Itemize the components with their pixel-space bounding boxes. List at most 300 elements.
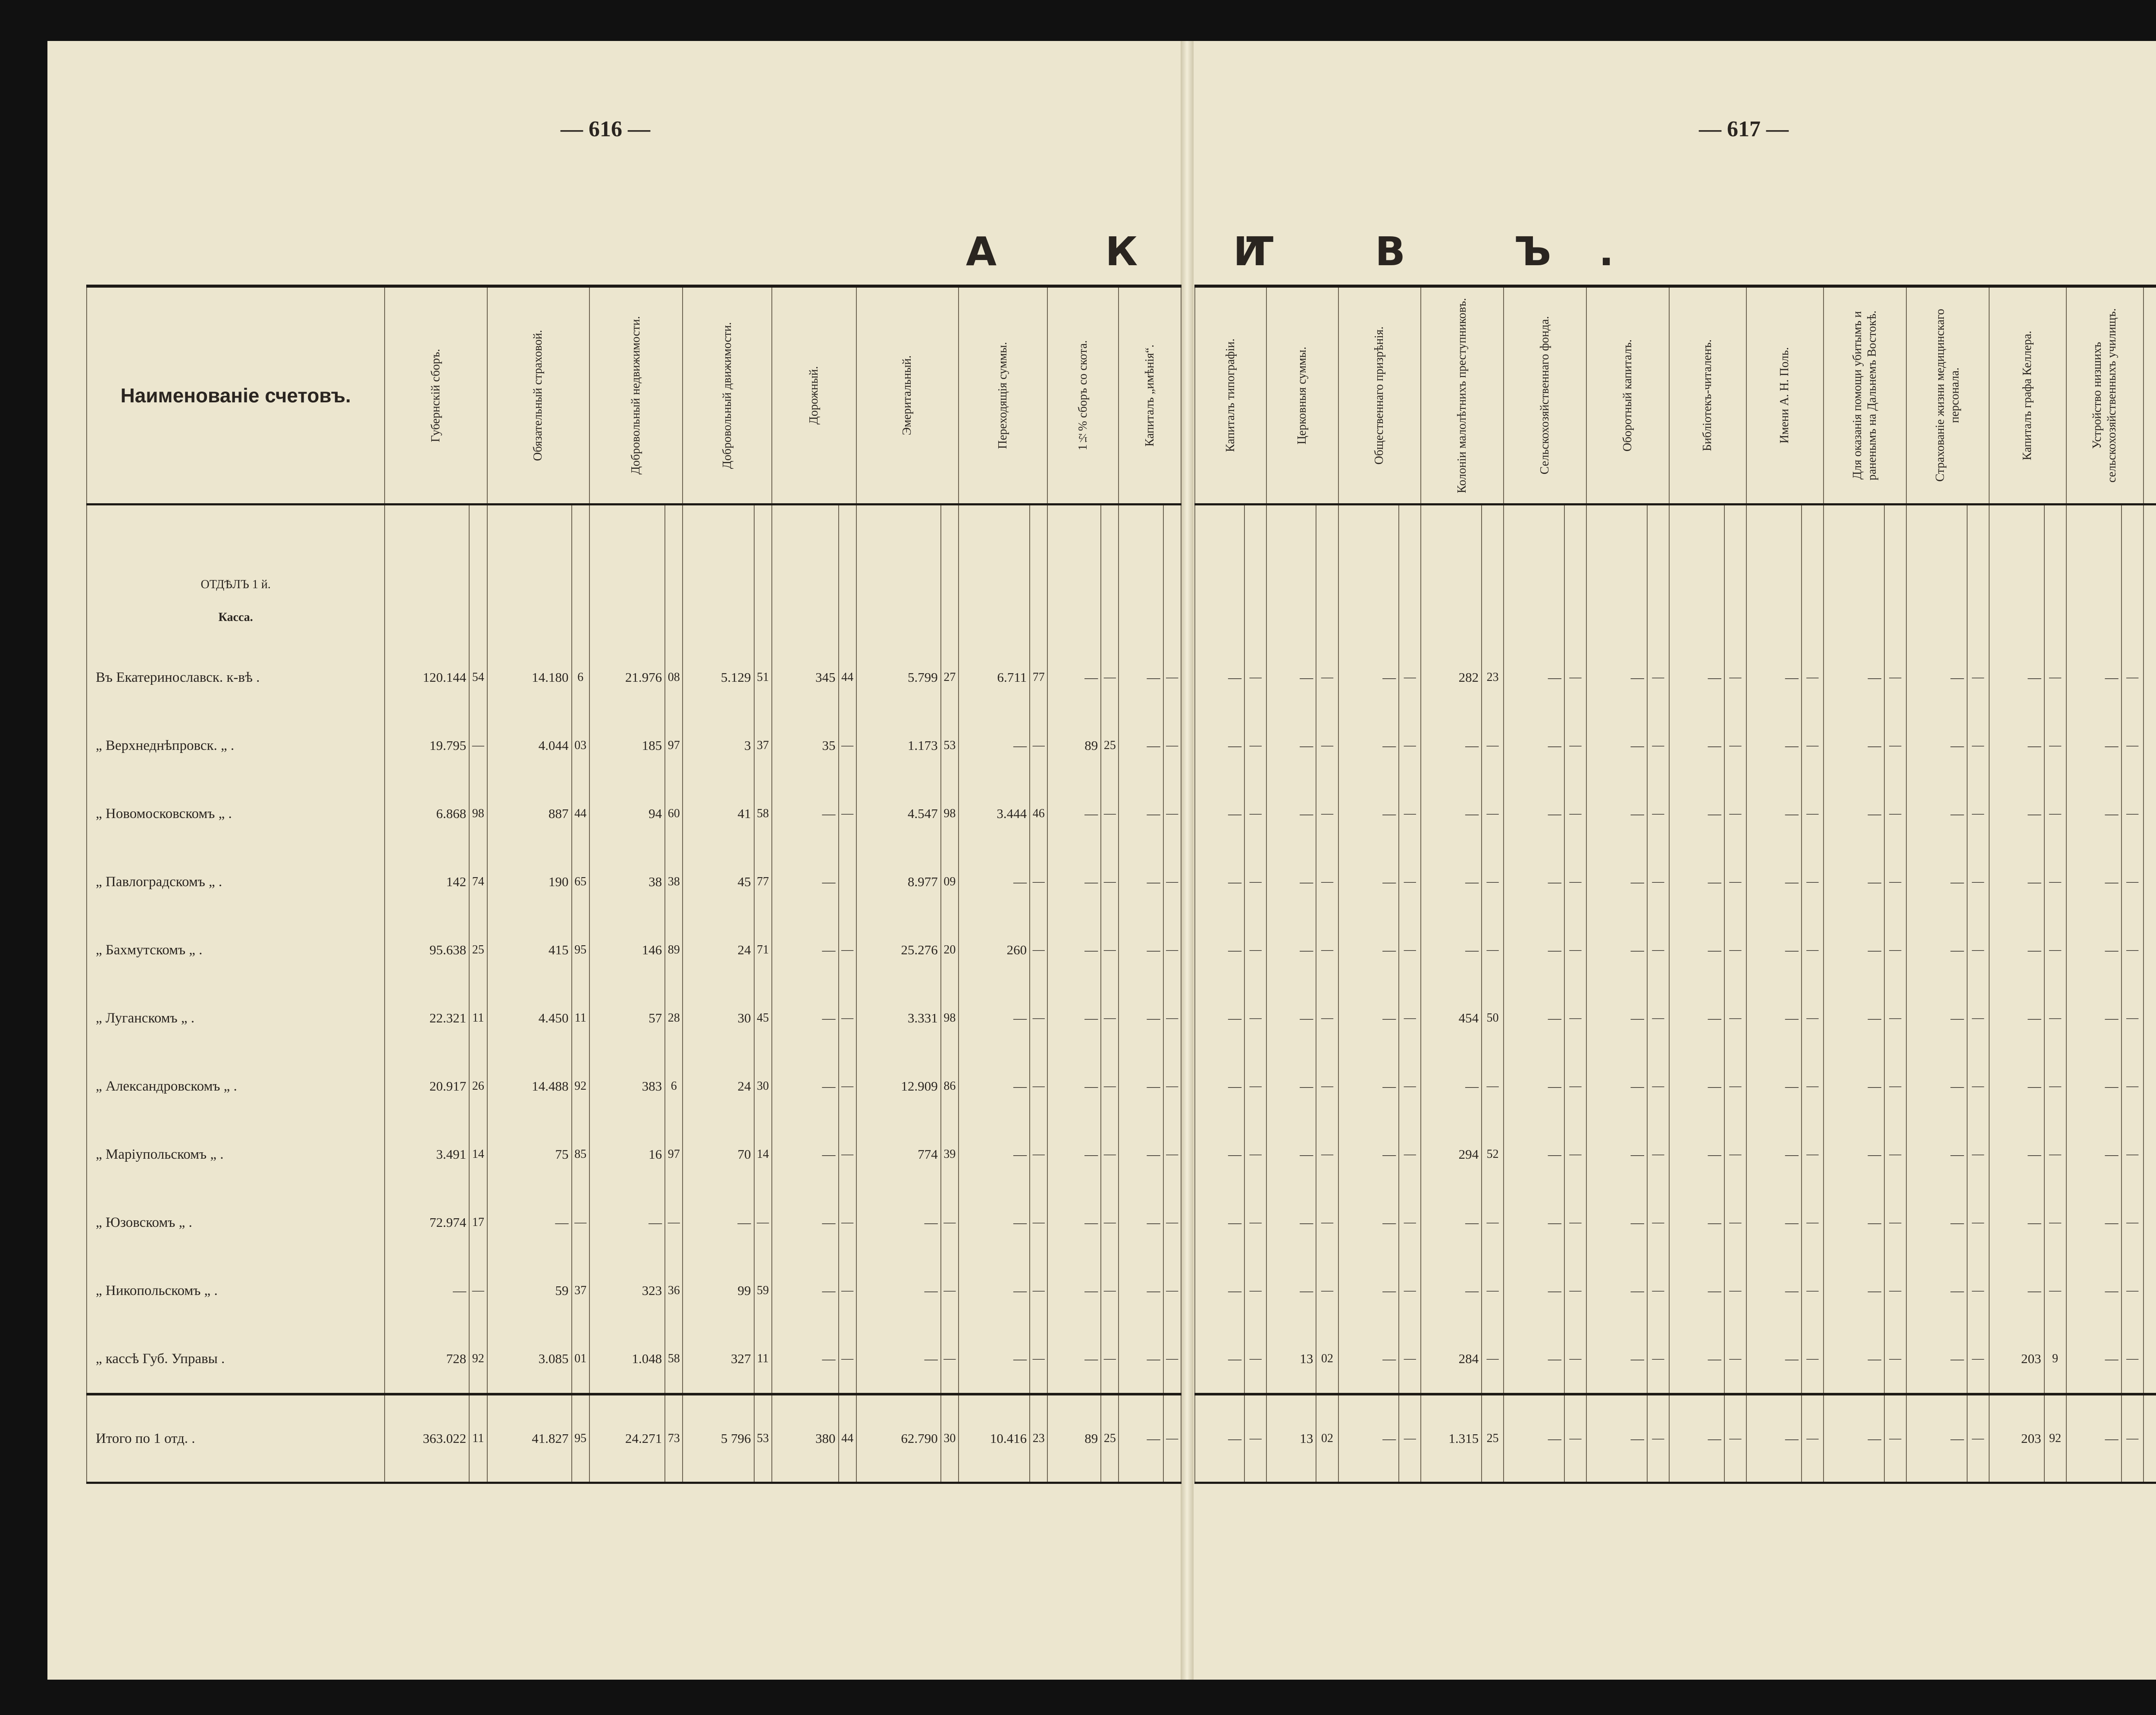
rubles-cell: — <box>2066 916 2122 984</box>
kopecks-cell: — <box>1564 848 1586 916</box>
rubles-cell: — <box>1504 1325 1564 1394</box>
empty-cell <box>2122 592 2143 643</box>
kopecks-cell: — <box>1101 1188 1119 1257</box>
rubles-cell: — <box>1586 1188 1647 1257</box>
rubles-cell: — <box>1119 643 1163 712</box>
rubles-cell: — <box>1195 712 1244 780</box>
kopecks-cell: — <box>1802 643 1824 712</box>
empty-cell <box>1163 505 1181 592</box>
column-header <box>683 286 771 505</box>
rubles-cell: 363.022 <box>385 1394 469 1483</box>
empty-cell <box>1802 592 1824 643</box>
column-header <box>1338 286 1421 505</box>
rubles-cell: 24 <box>683 916 754 984</box>
empty-cell <box>589 592 665 643</box>
empty-cell <box>856 592 941 643</box>
kopecks-cell: — <box>1399 780 1421 848</box>
rubles-cell: — <box>1586 1120 1647 1188</box>
rubles-cell: — <box>1119 1052 1163 1120</box>
rubles-cell: — <box>772 916 839 984</box>
kopecks-cell: 25 <box>1101 1394 1119 1483</box>
table-row <box>1195 1188 2156 1257</box>
kopecks-cell: 44 <box>839 643 856 712</box>
rubles-cell: — <box>1586 984 1647 1052</box>
kopecks-cell: 23 <box>1030 1394 1047 1483</box>
empty-cell <box>1244 505 1266 592</box>
kopecks-cell: — <box>2122 848 2143 916</box>
empty-cell <box>1266 505 1316 592</box>
rubles-cell: — <box>1504 916 1564 984</box>
rubles-cell: — <box>1824 1257 1884 1325</box>
kopecks-cell: — <box>1802 984 1824 1052</box>
rubles-cell: — <box>959 1188 1030 1257</box>
rubles-cell: — <box>1504 984 1564 1052</box>
column-header <box>2143 286 2156 505</box>
rubles-cell: — <box>1669 1188 1724 1257</box>
rubles-cell: — <box>2066 1325 2122 1394</box>
rubles-cell: — <box>856 1188 941 1257</box>
rubles-cell: — <box>1195 1052 1244 1120</box>
kopecks-cell: 6 <box>665 1052 683 1120</box>
empty-cell <box>1399 592 1421 643</box>
kopecks-cell: — <box>1399 1120 1421 1188</box>
kopecks-cell: — <box>1967 1188 1989 1257</box>
rubles-cell: — <box>1669 916 1724 984</box>
kopecks-cell: — <box>1244 1257 1266 1325</box>
kopecks-cell: — <box>1564 780 1586 848</box>
rubles-cell: — <box>1824 1325 1884 1394</box>
rubles-cell: 146 <box>589 916 665 984</box>
column-header <box>589 286 683 505</box>
kopecks-cell: 71 <box>754 916 772 984</box>
kopecks-cell: — <box>2122 643 2143 712</box>
kopecks-cell: — <box>469 1257 487 1325</box>
rubles-cell <box>2143 1325 2156 1394</box>
rubles-cell: — <box>385 1257 469 1325</box>
rubles-cell: — <box>1989 1188 2044 1257</box>
rubles-cell: — <box>1669 712 1724 780</box>
rubles-cell: — <box>1195 1325 1244 1394</box>
empty-cell <box>1724 505 1746 592</box>
empty-cell <box>572 592 589 643</box>
empty-cell <box>2044 592 2066 643</box>
column-header <box>1824 286 1906 505</box>
empty-cell <box>1119 592 1163 643</box>
rubles-cell: 5.129 <box>683 643 754 712</box>
column-header-label: Переходящія суммы. <box>996 342 1010 449</box>
column-header <box>1119 286 1181 505</box>
rubles-cell: — <box>1047 1188 1101 1257</box>
empty-cell <box>772 592 839 643</box>
kopecks-cell: — <box>1101 1120 1119 1188</box>
kopecks-cell: — <box>839 1188 856 1257</box>
rubles-cell: — <box>1119 712 1163 780</box>
kopecks-cell: 20 <box>941 916 959 984</box>
rubles-cell: — <box>683 1188 754 1257</box>
rubles-cell <box>2143 916 2156 984</box>
kopecks-cell: 95 <box>572 1394 589 1483</box>
empty-cell <box>1989 505 2044 592</box>
kopecks-cell: — <box>1884 1394 1906 1483</box>
rubles-cell: — <box>1421 1257 1482 1325</box>
rubles-cell: — <box>2066 1052 2122 1120</box>
rubles-cell: 25.276 <box>856 916 941 984</box>
kopecks-cell: — <box>1884 712 1906 780</box>
empty-cell <box>1746 505 1802 592</box>
account-name: „ Луганскомъ „ . <box>87 984 385 1052</box>
kopecks-cell: — <box>1482 916 1504 984</box>
kopecks-cell: 08 <box>665 643 683 712</box>
rubles-cell: — <box>959 848 1030 916</box>
kopecks-cell: — <box>1724 643 1746 712</box>
empty-cell <box>1504 592 1564 643</box>
empty-cell <box>1586 592 1647 643</box>
rubles-cell: 190 <box>487 848 572 916</box>
kopecks-cell: — <box>1399 712 1421 780</box>
kopecks-cell: — <box>1884 1257 1906 1325</box>
kopecks-cell: — <box>1316 643 1338 712</box>
column-header <box>1906 286 1989 505</box>
empty-cell <box>959 505 1030 592</box>
kopecks-cell: — <box>1802 712 1824 780</box>
rubles-cell: — <box>1824 1052 1884 1120</box>
kopecks-cell: — <box>1101 848 1119 916</box>
kopecks-cell: 26 <box>469 1052 487 1120</box>
rubles-cell: 94 <box>589 780 665 848</box>
kopecks-cell: — <box>2122 1257 2143 1325</box>
rubles-cell: — <box>1421 780 1482 848</box>
kopecks-cell: — <box>839 1052 856 1120</box>
kopecks-cell: — <box>1482 712 1504 780</box>
empty-cell <box>665 592 683 643</box>
kopecks-cell: — <box>2122 1052 2143 1120</box>
table-row <box>87 712 1181 780</box>
rubles-cell: — <box>1338 1257 1399 1325</box>
kopecks-cell: — <box>1482 1052 1504 1120</box>
kopecks-cell: — <box>1030 916 1047 984</box>
rubles-cell: — <box>1338 1325 1399 1394</box>
column-header-label: Добровольный движимости. <box>720 322 734 469</box>
empty-cell <box>2066 592 2122 643</box>
rubles-cell <box>2143 712 2156 780</box>
kopecks-cell: 02 <box>1316 1325 1338 1394</box>
rubles-cell: 203 <box>1989 1394 2044 1483</box>
rubles-cell: 327 <box>683 1325 754 1394</box>
rubles-cell: — <box>487 1188 572 1257</box>
column-header <box>1504 286 1586 505</box>
kopecks-cell: — <box>1030 1257 1047 1325</box>
column-header <box>1266 286 1338 505</box>
rubles-cell: — <box>959 984 1030 1052</box>
empty-cell <box>1266 592 1316 643</box>
kopecks-cell: 74 <box>469 848 487 916</box>
kopecks-cell: — <box>2122 1188 2143 1257</box>
rubles-cell: — <box>1504 643 1564 712</box>
rubles-cell: — <box>1421 1052 1482 1120</box>
rubles-cell: 22.321 <box>385 984 469 1052</box>
kopecks-cell: 28 <box>665 984 683 1052</box>
column-header-label: Сельскохозяйственнаго фонда. <box>1538 316 1552 475</box>
rubles-cell: 38 <box>589 848 665 916</box>
rubles-cell: — <box>1824 1120 1884 1188</box>
kopecks-cell: — <box>754 1188 772 1257</box>
empty-cell <box>2143 505 2156 592</box>
rubles-cell: — <box>1195 1394 1244 1483</box>
rubles-cell: — <box>1195 848 1244 916</box>
rubles-cell: — <box>772 780 839 848</box>
rubles-cell: — <box>1746 1120 1802 1188</box>
kopecks-cell: 14 <box>469 1120 487 1188</box>
rubles-cell: — <box>959 712 1030 780</box>
empty-cell <box>487 505 572 592</box>
rubles-cell: — <box>1504 1394 1564 1483</box>
rubles-cell: — <box>1338 643 1399 712</box>
empty-cell <box>1884 505 1906 592</box>
kopecks-cell: — <box>1030 1188 1047 1257</box>
rubles-cell: — <box>1338 712 1399 780</box>
column-header-label: Капиталъ графа Келлера. <box>2021 330 2034 461</box>
table-row <box>1195 712 2156 780</box>
kopecks-cell: — <box>1802 1120 1824 1188</box>
rubles-cell: 41 <box>683 780 754 848</box>
kopecks-cell: — <box>1163 1120 1181 1188</box>
kopecks-cell: — <box>665 1188 683 1257</box>
kopecks-cell: 73 <box>665 1394 683 1483</box>
kopecks-cell: 77 <box>754 848 772 916</box>
kopecks-cell: — <box>839 712 856 780</box>
rubles-cell: 142 <box>385 848 469 916</box>
kopecks-cell: — <box>1884 1120 1906 1188</box>
rubles-cell: — <box>1989 1120 2044 1188</box>
kopecks-cell: — <box>1564 712 1586 780</box>
rubles-cell: — <box>1746 848 1802 916</box>
column-header <box>2066 286 2143 505</box>
rubles-cell: — <box>1119 848 1163 916</box>
rubles-cell: 14.488 <box>487 1052 572 1120</box>
kopecks-cell: — <box>1724 984 1746 1052</box>
empty-cell <box>941 505 959 592</box>
rubles-cell: — <box>1266 916 1316 984</box>
rubles-cell: — <box>1989 848 2044 916</box>
kopecks-cell: 65 <box>572 848 589 916</box>
kopecks-cell: 25 <box>469 916 487 984</box>
rubles-cell: 14.180 <box>487 643 572 712</box>
kopecks-cell: — <box>1967 916 1989 984</box>
rubles-cell <box>2143 643 2156 712</box>
kopecks-cell: 52 <box>1482 1120 1504 1188</box>
kopecks-cell: — <box>1163 712 1181 780</box>
table-row <box>87 984 1181 1052</box>
rubles-cell: — <box>1906 848 1967 916</box>
kopecks-cell: — <box>1884 916 1906 984</box>
rubles-cell <box>2143 848 2156 916</box>
rubles-cell: — <box>1047 1257 1101 1325</box>
account-name: „ Никопольскомъ „ . <box>87 1257 385 1325</box>
kopecks-cell: — <box>2122 916 2143 984</box>
kopecks-cell: 97 <box>665 1120 683 1188</box>
kopecks-cell: — <box>1802 1257 1824 1325</box>
table-row <box>1195 1120 2156 1188</box>
rubles-cell: 323 <box>589 1257 665 1325</box>
rubles-cell: — <box>1338 780 1399 848</box>
kopecks-cell: — <box>941 1257 959 1325</box>
rubles-cell: — <box>1266 1188 1316 1257</box>
column-header <box>385 286 487 505</box>
kopecks-cell: 45 <box>754 984 772 1052</box>
kopecks-cell: — <box>1724 1257 1746 1325</box>
kopecks-cell: 46 <box>1030 780 1047 848</box>
kopecks-cell: — <box>2044 1052 2066 1120</box>
column-header <box>1586 286 1669 505</box>
rubles-cell: — <box>1746 1052 1802 1120</box>
empty-cell <box>1316 505 1338 592</box>
column-header-label: Церковныя суммы. <box>1295 346 1309 445</box>
kopecks-cell: 89 <box>665 916 683 984</box>
rubles-cell: — <box>1989 712 2044 780</box>
kopecks-cell: — <box>2122 1120 2143 1188</box>
empty-cell <box>2143 592 2156 643</box>
kopecks-cell: — <box>1399 984 1421 1052</box>
empty-cell <box>1802 505 1824 592</box>
rubles-cell: — <box>856 1325 941 1394</box>
rubles-cell: 89 <box>1047 712 1101 780</box>
kopecks-cell: 37 <box>754 712 772 780</box>
rubles-cell: — <box>1504 712 1564 780</box>
rubles-cell: — <box>1746 712 1802 780</box>
rubles-cell: — <box>2066 1188 2122 1257</box>
kopecks-cell: — <box>1163 916 1181 984</box>
empty-cell <box>1338 505 1399 592</box>
rubles-cell: — <box>1989 916 2044 984</box>
kopecks-cell: — <box>839 1325 856 1394</box>
kopecks-cell: — <box>1564 643 1586 712</box>
kopecks-cell: — <box>1967 1325 1989 1394</box>
rubles-cell: 284 <box>1421 1325 1482 1394</box>
kopecks-cell: — <box>1564 1052 1586 1120</box>
account-name: „ кассѣ Губ. Управы . <box>87 1325 385 1394</box>
kopecks-cell: — <box>1884 984 1906 1052</box>
kopecks-cell: — <box>2122 1325 2143 1394</box>
rubles-cell: — <box>1338 1120 1399 1188</box>
column-header-label: Оборотный капиталъ. <box>1620 339 1634 452</box>
rubles-cell: — <box>1989 643 2044 712</box>
kopecks-cell: — <box>1647 1052 1669 1120</box>
kopecks-cell: — <box>1030 848 1047 916</box>
kopecks-cell: — <box>2044 1257 2066 1325</box>
table-row <box>1195 780 2156 848</box>
kopecks-cell: — <box>1564 916 1586 984</box>
column-header-label: 1½% сборъ со скота. <box>1076 340 1090 451</box>
rubles-cell: — <box>1824 643 1884 712</box>
kopecks-cell: 37 <box>572 1257 589 1325</box>
kopecks-cell: — <box>1244 848 1266 916</box>
kopecks-cell: — <box>1967 984 1989 1052</box>
kopecks-cell: 98 <box>941 780 959 848</box>
kopecks-cell: — <box>1163 1188 1181 1257</box>
column-header-label: Имени А. Н. Поль. <box>1778 347 1792 444</box>
empty-cell <box>1316 592 1338 643</box>
kopecks-cell: — <box>1884 848 1906 916</box>
rubles-cell: — <box>1906 780 1967 848</box>
kopecks-cell: 77 <box>1030 643 1047 712</box>
column-header-label: Эмеритальный. <box>900 355 914 436</box>
rubles-cell: — <box>1586 1257 1647 1325</box>
kopecks-cell: — <box>1101 780 1119 848</box>
kopecks-cell: — <box>1399 1188 1421 1257</box>
kopecks-cell: — <box>1316 712 1338 780</box>
kopecks-cell: 98 <box>469 780 487 848</box>
table-row <box>87 1325 1181 1394</box>
rubles-cell: — <box>1119 780 1163 848</box>
kopecks-cell: — <box>1482 1188 1504 1257</box>
empty-cell <box>1669 505 1724 592</box>
kopecks-cell: — <box>2044 1120 2066 1188</box>
empty-cell <box>941 592 959 643</box>
kopecks-cell: 11 <box>469 984 487 1052</box>
rubles-cell: — <box>772 984 839 1052</box>
kopecks-cell: — <box>1647 916 1669 984</box>
kopecks-cell: — <box>2044 643 2066 712</box>
rubles-cell: — <box>1338 1188 1399 1257</box>
rubles-cell: — <box>1266 780 1316 848</box>
rubles-cell: — <box>1669 1257 1724 1325</box>
empty-cell <box>1482 592 1504 643</box>
rubles-cell: — <box>1119 1394 1163 1483</box>
account-name: „ Верхнеднѣпровск. „ . <box>87 712 385 780</box>
column-header-label: Дорожный. <box>807 366 821 425</box>
rubles-cell: — <box>1338 984 1399 1052</box>
kopecks-cell <box>839 848 856 916</box>
rubles-cell: — <box>1669 643 1724 712</box>
rubles-cell: — <box>1586 1394 1647 1483</box>
account-name: Въ Екатеринославск. к-вѣ . <box>87 643 385 712</box>
page-number-left: — 616 — <box>561 117 650 141</box>
kopecks-cell: — <box>1244 1052 1266 1120</box>
rubles-cell: 260 <box>959 916 1030 984</box>
table-row <box>87 916 1181 984</box>
rubles-cell: — <box>1746 643 1802 712</box>
column-header-label: Устройство низшихъ сельскохозяйственныхъ училищъ. <box>2090 308 2119 483</box>
empty-cell <box>1421 505 1482 592</box>
rubles-cell: — <box>1195 1188 1244 1257</box>
rubles-cell: 12.909 <box>856 1052 941 1120</box>
rubles-cell: — <box>1119 1120 1163 1188</box>
column-header-label: Библіотекъ-читаленъ. <box>1701 339 1714 451</box>
rubles-cell: 345 <box>772 643 839 712</box>
kopecks-cell: 25 <box>1101 712 1119 780</box>
rubles-cell: — <box>1989 780 2044 848</box>
rubles-cell: — <box>1586 712 1647 780</box>
rubles-cell: — <box>1047 643 1101 712</box>
rubles-cell: — <box>589 1188 665 1257</box>
account-name: Итого по 1 отд. . <box>87 1394 385 1483</box>
kopecks-cell: — <box>1399 848 1421 916</box>
rubles-cell: 6.868 <box>385 780 469 848</box>
kopecks-cell: — <box>1316 984 1338 1052</box>
kopecks-cell: — <box>1564 1394 1586 1483</box>
ledger-table-right <box>1194 285 2156 1484</box>
rubles-cell: — <box>772 1188 839 1257</box>
empty-cell <box>1824 592 1884 643</box>
account-name: „ Павлоградскомъ „ . <box>87 848 385 916</box>
rubles-cell: 1.173 <box>856 712 941 780</box>
kopecks-cell: — <box>1884 1188 1906 1257</box>
empty-cell <box>385 592 469 643</box>
rubles-cell: 5.799 <box>856 643 941 712</box>
kopecks-cell: 14 <box>754 1120 772 1188</box>
empty-cell <box>1669 592 1724 643</box>
kopecks-cell: — <box>1802 848 1824 916</box>
